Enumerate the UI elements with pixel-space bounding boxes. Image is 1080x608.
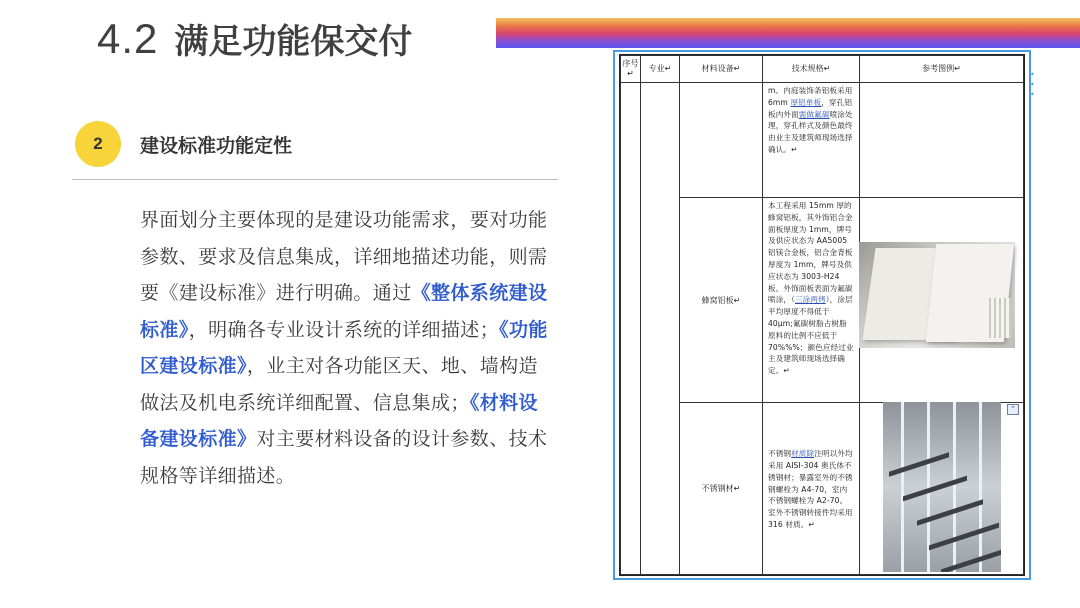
standard-name-highlight: 《功能区建设标准》: [140, 318, 548, 377]
header-profession: 专业↵: [641, 56, 680, 83]
material-cell: 不锈钢材↵: [680, 403, 763, 575]
spec-cell: [763, 83, 860, 198]
table-header-row: [621, 56, 1024, 83]
handrail: [901, 402, 904, 572]
stainless-stair-photo: [883, 402, 1001, 572]
collapse-icon[interactable]: ⌃: [1007, 404, 1019, 415]
stair-step: [889, 452, 949, 476]
body-text-part: ，明确各专业设计系统的详细描述；: [188, 318, 500, 341]
stair-step: [929, 523, 999, 551]
header-seq: 序号↵: [621, 56, 641, 83]
header-material: 材料设备↵: [680, 56, 763, 83]
table-row: [621, 83, 1024, 198]
spec-underlined: 三涂两烤: [794, 295, 826, 305]
spec-document-image: [613, 50, 1031, 580]
spec-underlined: 厚铝单板: [790, 97, 822, 107]
spec-part: ，穿孔铝板内外面: [768, 97, 853, 119]
spec-text: [763, 83, 859, 156]
spec-part: 不锈钢: [768, 449, 792, 459]
spec-underlined: 需做氟碳: [798, 109, 830, 119]
spec-cell: [763, 198, 860, 403]
section-heading: 建设标准功能定性: [140, 135, 293, 157]
stair-step: [903, 476, 967, 502]
standard-name-highlight: 《整体系统建设标准》: [140, 282, 548, 341]
spec-text: [763, 198, 859, 377]
spec-text: [763, 446, 859, 531]
handrail: [953, 402, 956, 572]
stair-step: [941, 547, 1001, 572]
title-number: 4.2: [97, 15, 159, 62]
spec-part: 注明以外均采用 AISI-304 奥氏体不锈钢材；暴露室外的不锈钢螺栓为 A4-70，室内不锈钢螺栓为 A2-70。室外不锈钢转接件均采用 316 材质。↵: [768, 449, 853, 529]
material-cell: [680, 83, 763, 198]
more-vertical-icon[interactable]: • • •: [1030, 70, 1035, 99]
spec-part: m。内庭装饰条铝板采用 6mm: [768, 86, 853, 107]
section-number-badge: 2: [75, 121, 121, 167]
spec-underlined: 材质除: [791, 449, 815, 459]
handrail: [979, 402, 982, 572]
spec-part: 喷涂处理，穿孔样式及颜色最终由业主及建筑师现场选择确认。↵: [768, 109, 853, 154]
profession-cell: [641, 83, 680, 575]
title-text: 满足功能保交付: [174, 22, 413, 62]
body-text-part: 对主要材料设备的设计参数、技术规格等详细描述。: [140, 428, 548, 487]
section-divider: [72, 179, 558, 180]
gradient-banner: [496, 18, 1080, 48]
standard-name-highlight: 《材料设备建设标准》: [140, 391, 538, 450]
spec-part: 本工程采用 15mm 厚的蜂窝铝板，其外饰铝合金面板厚度为 1mm，牌号及供应状态为 AA5005 铝镁合金板，铝合金背板厚度为 1mm，牌号及供应状态为 3003-H24 板。外饰面板表面为氟碳喷涂，（: [768, 201, 853, 305]
honeycomb-core-edge: [989, 298, 1011, 338]
header-reference: 参考图例↵: [860, 56, 1024, 83]
body-text-part: ，业主对各功能区天、地、墙构造做法及机电系统详细配置、信息集成；: [140, 355, 538, 414]
reference-cell: [860, 83, 1024, 198]
spec-cell: [763, 403, 860, 575]
page-title: [97, 14, 412, 62]
body-paragraph: [140, 202, 555, 494]
spec-part: ），涂层平均厚度不得低于 40μm;氟碳树脂占树脂原料的比例不应低于 70%%%；颜色应经过业主及建筑师现场选择确定。↵: [768, 295, 854, 376]
honeycomb-panel-photo: [859, 242, 1015, 348]
seq-cell: [621, 83, 641, 575]
body-text-part: 界面划分主要体现的是建设功能需求，要对功能参数、要求及信息集成，详细地描述功能，则需要《建设标准》进行明确。通过: [140, 209, 548, 304]
header-spec: 技术规格↵: [763, 56, 860, 83]
material-cell: 蜂窝铝板↵: [680, 198, 763, 403]
